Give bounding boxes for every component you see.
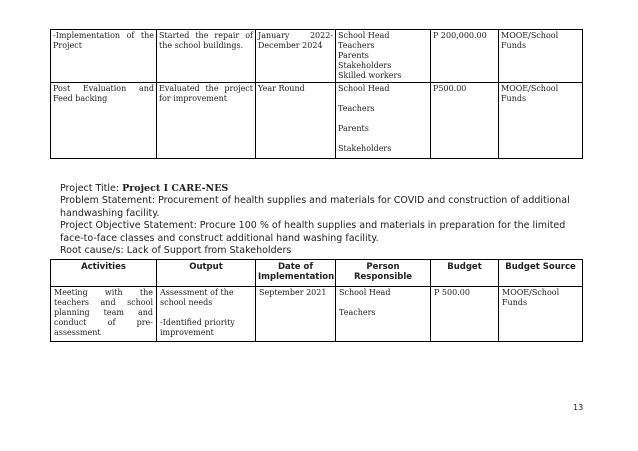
page-number: 13: [573, 403, 584, 412]
activity-cell: Post Evaluation and Feed backing: [51, 83, 157, 159]
header-person: Person Responsible: [336, 260, 431, 287]
project-info: [60, 183, 580, 257]
output-cell: Evaluated the project for improvement: [157, 83, 256, 159]
table-row: [51, 30, 583, 83]
budget-cell: P 200,000.00: [431, 30, 499, 83]
person-entry: Teachers: [339, 308, 376, 317]
problem-statement: Problem Statement: Procurement of health supplies and materials for COVID and construction of additional handwashing facility.: [60, 195, 570, 219]
person-entry: Parents: [338, 124, 369, 133]
source-cell: MOOE/School Funds: [499, 30, 583, 83]
persons-cell: [336, 287, 431, 342]
persons-cell: [336, 83, 431, 159]
persons-cell: [336, 30, 431, 83]
output-entry: Assessment of the school needs: [160, 288, 234, 307]
budget-cell: P 500.00: [431, 287, 499, 342]
date-cell: Year Round: [256, 83, 336, 159]
output-cell: Started the repair of the school buildings.: [157, 30, 256, 83]
source-cell: MOOE/School Funds: [499, 83, 583, 159]
header-date: Date of Implementation: [256, 260, 336, 287]
root-cause: Root cause/s: Lack of Support from Stakeholders: [60, 245, 292, 257]
table-row: [51, 287, 583, 342]
person-entry: School Head: [338, 31, 390, 40]
header-activities: Activities: [51, 260, 157, 287]
person-entry: Teachers: [338, 41, 375, 50]
output-entry: -Identified priority improvement: [160, 318, 235, 337]
date-cell: September 2021: [256, 287, 336, 342]
person-entry: School Head: [338, 84, 390, 93]
activity-cell: -Implementation of the Project: [51, 30, 157, 83]
objective-statement: Project Objective Statement: Procure 100 % of health supplies and materials in preparation for the limited face-to-face classes and construct additional hand washing facility.: [60, 220, 566, 244]
person-entry: Parents: [338, 51, 369, 60]
project-title-line: [60, 183, 580, 195]
header-output: Output: [157, 260, 256, 287]
header-budget-source: Budget Source: [499, 260, 583, 287]
project-title-value: Project I CARE-NES: [122, 183, 229, 194]
person-entry: Skilled workers: [338, 71, 402, 80]
date-cell: January 2022-December 2024: [256, 30, 336, 83]
bottom-activity-table: [50, 259, 583, 342]
person-entry: Stakeholders: [338, 144, 392, 153]
project-title-label: Project Title:: [60, 183, 120, 194]
table-header-row: [51, 260, 583, 287]
person-entry: Stakeholders: [338, 61, 392, 70]
activity-cell: Meeting with the teachers and school planning team and conduct of pre-assessment: [51, 287, 157, 342]
table-row: [51, 83, 583, 159]
person-entry: Teachers: [338, 104, 375, 113]
source-cell: MOOE/School Funds: [499, 287, 583, 342]
output-cell: [157, 287, 256, 342]
header-budget: Budget: [431, 260, 499, 287]
top-activity-table: [50, 29, 583, 159]
budget-cell: P500.00: [431, 83, 499, 159]
person-entry: School Head: [339, 288, 391, 297]
